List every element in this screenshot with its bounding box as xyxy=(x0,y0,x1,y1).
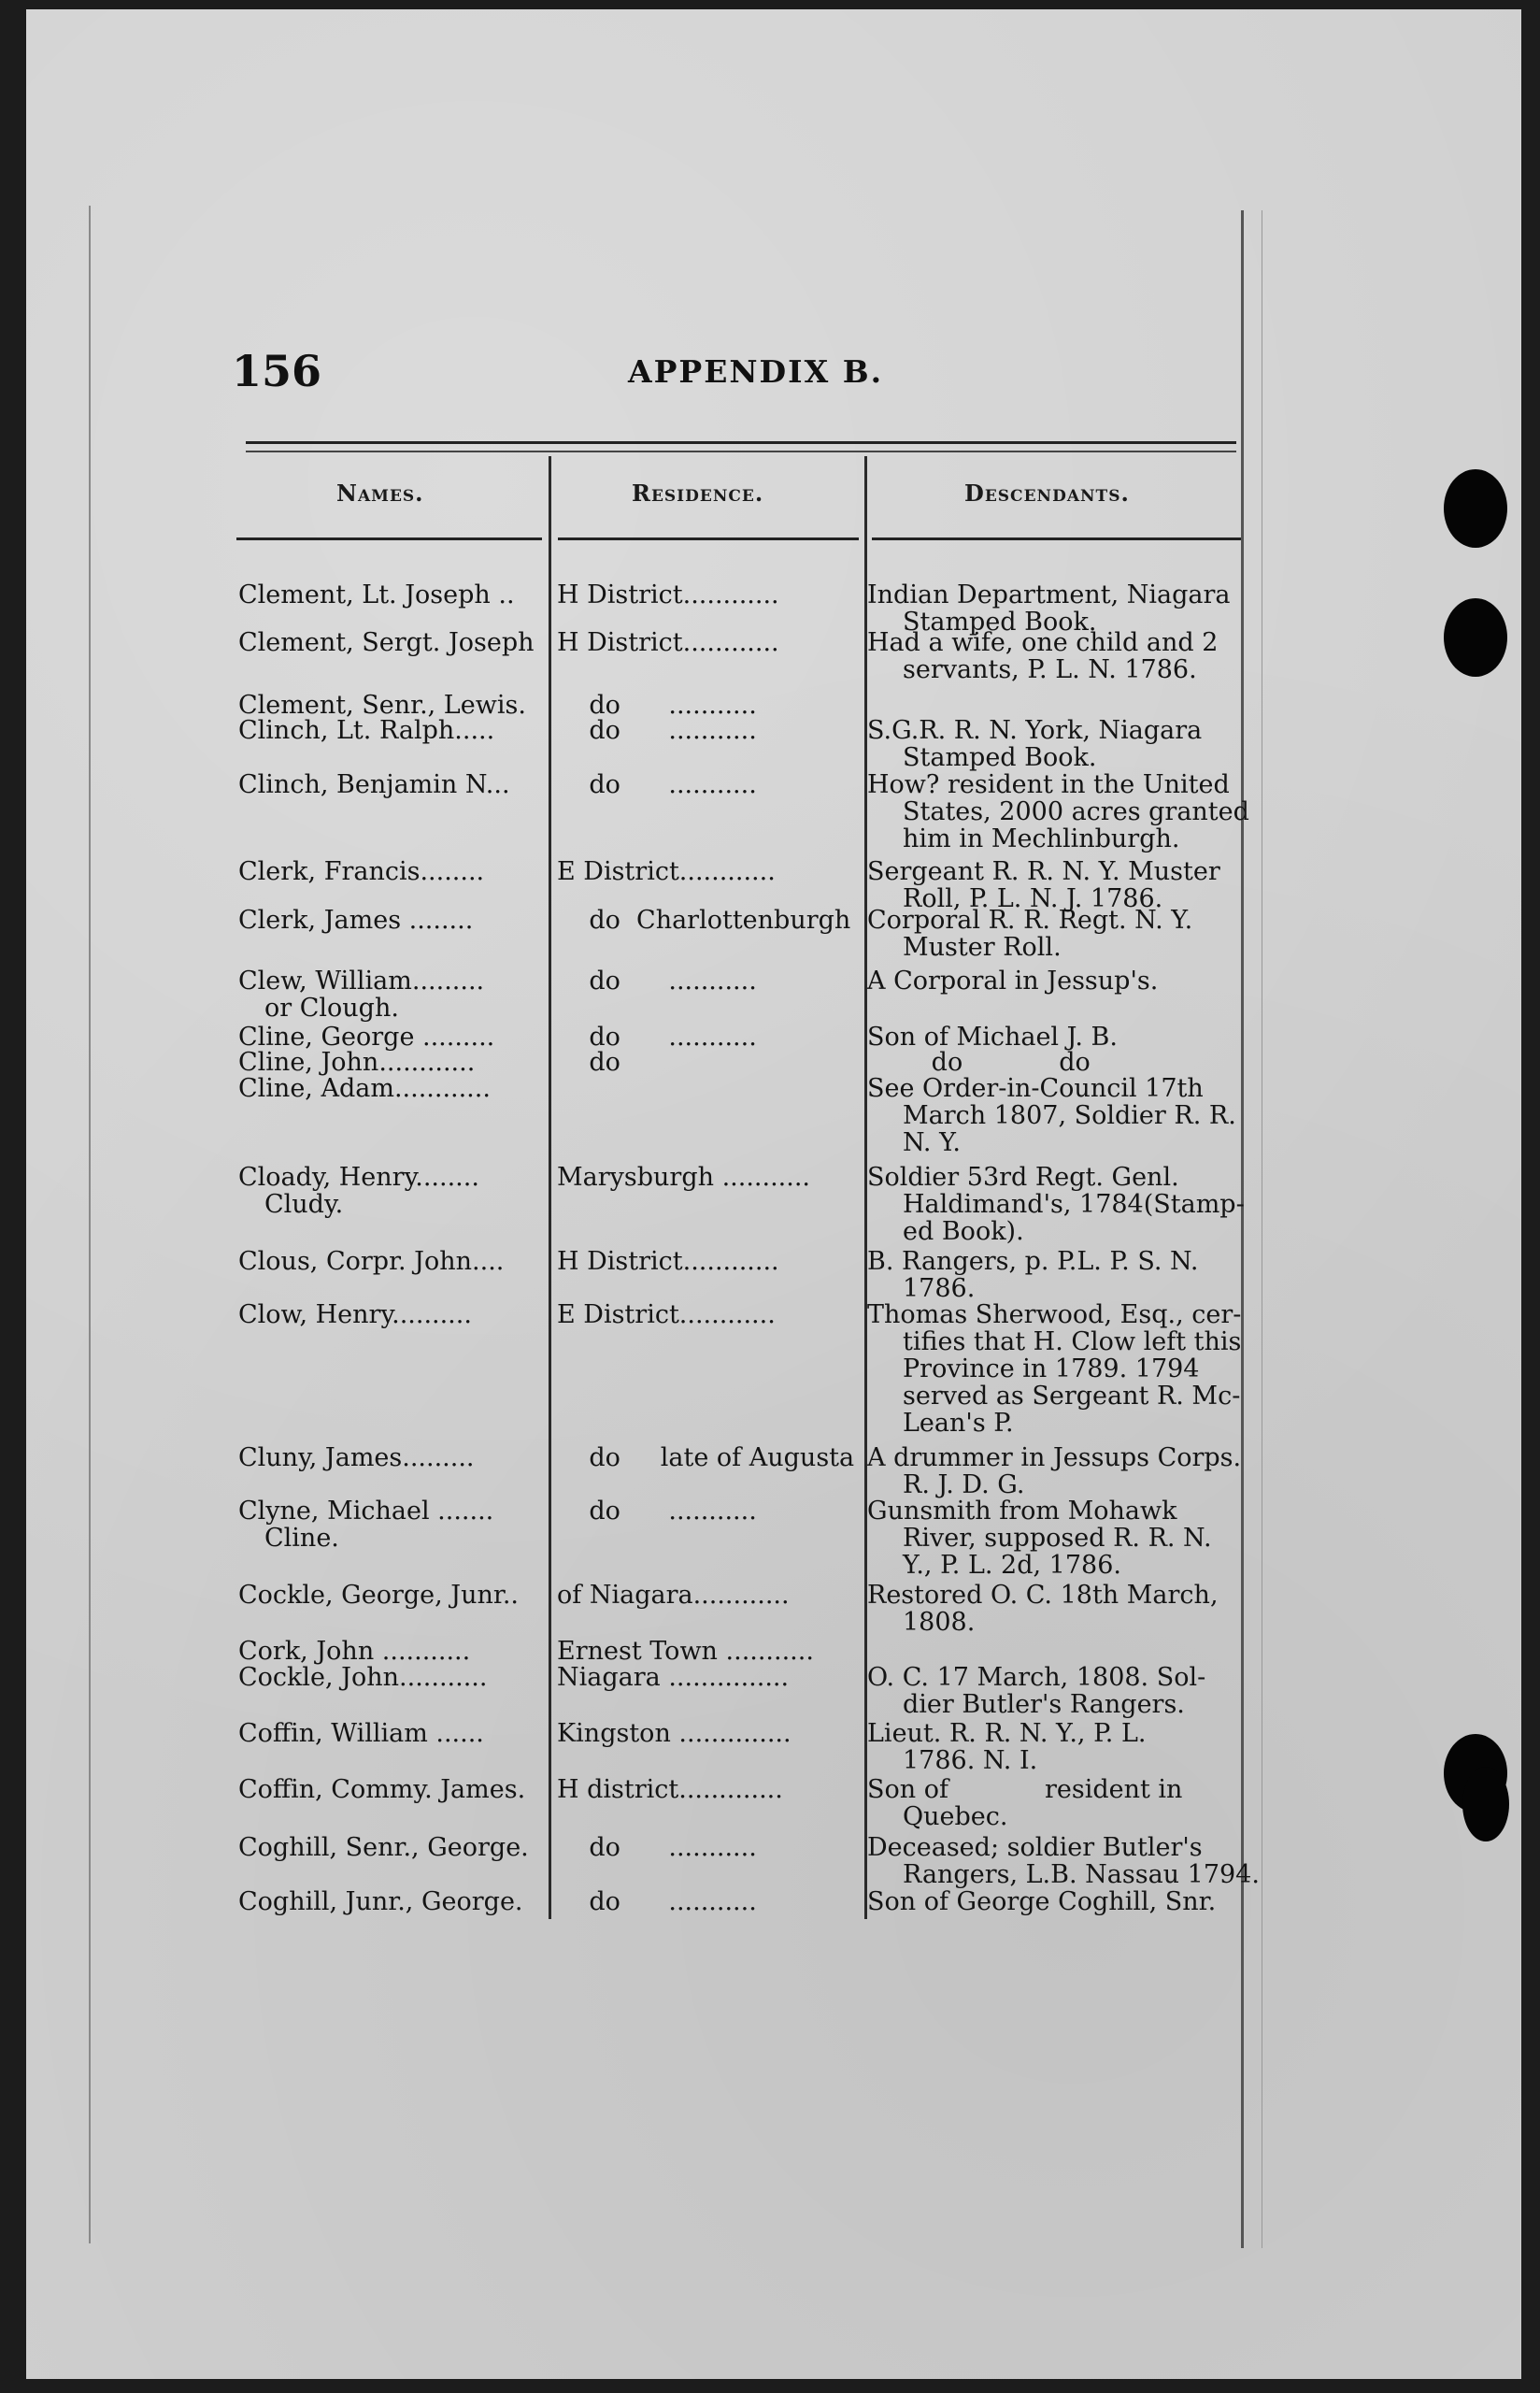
punch-hole xyxy=(1444,598,1507,677)
descendants-line: ed Book). xyxy=(903,1217,1024,1246)
descendants-line: Thomas Sherwood, Esq., cer- xyxy=(867,1300,1242,1329)
descendants-line: 1808. xyxy=(903,1608,976,1637)
entry-name: Cork, John ........... xyxy=(238,1637,471,1666)
descendants-line: Rangers, L.B. Nassau 1794. xyxy=(903,1860,1260,1889)
entry-descendants xyxy=(867,858,1246,912)
entry-alternate-name: Cline. xyxy=(264,1524,339,1553)
descendants-line: him in Mechlinburgh. xyxy=(903,824,1180,853)
entry-descendants xyxy=(867,1075,1246,1156)
entry-residence: of Niagara............ xyxy=(557,1581,790,1610)
column-header-rule xyxy=(558,537,859,540)
entry-name: Clement, Senr., Lewis. xyxy=(238,691,526,720)
column-divider xyxy=(549,456,551,1919)
entry-descendants xyxy=(867,1049,1246,1076)
descendants-line: Deceased; soldier Butler's xyxy=(867,1833,1203,1862)
header-rule xyxy=(246,441,1236,444)
entry-name: Clinch, Benjamin N... xyxy=(238,770,510,799)
descendants-line: Indian Department, Niagara xyxy=(867,580,1231,609)
descendants-line: River, supposed R. R. N. xyxy=(903,1524,1212,1553)
page-edge-left xyxy=(89,206,91,2243)
descendants-line: O. C. 17 March, 1808. Sol- xyxy=(867,1663,1206,1692)
entry-descendants xyxy=(867,1497,1246,1579)
entry-name: Clyne, Michael ....... xyxy=(238,1497,494,1526)
descendants-line: 1786. N. I. xyxy=(903,1746,1038,1775)
entry-descendants xyxy=(867,770,1249,853)
descendants-line: do do xyxy=(867,1048,1091,1077)
entry-residence: do ........... xyxy=(557,1023,757,1052)
entry-residence: H District............ xyxy=(557,580,779,609)
column-header-names: Names. xyxy=(336,480,424,507)
entry-residence: do ........... xyxy=(557,1887,757,1916)
entry-alternate-name: or Clough. xyxy=(264,994,399,1023)
descendants-line: A drummer in Jessups Corps. xyxy=(867,1443,1242,1472)
entry-residence: do ........... xyxy=(557,716,757,745)
column-header-rule xyxy=(872,537,1241,540)
descendants-line: How? resident in the United xyxy=(867,770,1230,799)
entry-residence: Kingston .............. xyxy=(557,1719,791,1748)
descendants-line: Lean's P. xyxy=(903,1409,1014,1438)
entry-residence: Ernest Town ........... xyxy=(557,1637,814,1666)
entry-descendants xyxy=(867,1888,1246,1915)
descendants-line: Province in 1789. 1794 xyxy=(903,1354,1200,1383)
header-rule xyxy=(246,451,1236,452)
descendants-line: A Corporal in Jessup's. xyxy=(867,967,1159,996)
entry-residence: E District............ xyxy=(557,1300,776,1329)
entry-residence: H District............ xyxy=(557,1247,779,1276)
descendants-line: Quebec. xyxy=(903,1802,1008,1831)
entry-residence: H District............ xyxy=(557,628,779,657)
entry-name: Clerk, Francis........ xyxy=(238,857,485,886)
descendants-line: Muster Roll. xyxy=(903,933,1062,962)
entry-residence: do ........... xyxy=(557,1833,757,1862)
punch-hole xyxy=(1444,469,1507,548)
entry-name: Cloady, Henry........ xyxy=(238,1163,479,1192)
descendants-line: Soldier 53rd Regt. Genl. xyxy=(867,1163,1179,1192)
entry-descendants xyxy=(867,967,1246,995)
entry-residence: do ........... xyxy=(557,770,757,799)
descendants-line: Haldimand's, 1784(Stamp- xyxy=(903,1190,1245,1219)
entry-name: Clinch, Lt. Ralph..... xyxy=(238,716,495,745)
descendants-line: 1786. xyxy=(903,1274,976,1303)
entry-descendants xyxy=(867,629,1246,683)
descendants-line: dier Butler's Rangers. xyxy=(903,1690,1185,1719)
descendants-line: Stamped Book. xyxy=(903,608,1097,637)
entry-residence: Marysburgh ........... xyxy=(557,1163,811,1192)
descendants-line: B. Rangers, p. P.L. P. S. N. xyxy=(867,1247,1199,1276)
entry-name: Clew, William......... xyxy=(238,967,485,996)
entry-descendants xyxy=(867,1444,1246,1498)
descendants-line: Restored O. C. 18th March, xyxy=(867,1581,1219,1610)
descendants-line: Son of Michael J. B. xyxy=(867,1023,1118,1052)
entry-descendants xyxy=(867,1164,1246,1245)
descendants-line: States, 2000 acres granted xyxy=(903,797,1249,826)
entry-descendants xyxy=(867,1833,1260,1889)
descendants-line: See Order-in-Council 17th xyxy=(867,1074,1204,1103)
entry-residence: do Charlottenburgh xyxy=(557,906,851,935)
entry-descendants xyxy=(867,1582,1246,1636)
descendants-line: Y., P. L. 2d, 1786. xyxy=(903,1551,1121,1580)
running-head: APPENDIX B. xyxy=(628,353,884,390)
descendants-line: Gunsmith from Mohawk xyxy=(867,1497,1177,1526)
entry-name: Clerk, James ........ xyxy=(238,906,474,935)
entry-name: Cline, John............ xyxy=(238,1048,476,1077)
entry-name: Cluny, James......... xyxy=(238,1443,475,1472)
descendants-line: Corporal R. R. Regt. N. Y. xyxy=(867,906,1193,935)
entry-descendants xyxy=(867,1024,1246,1051)
entry-descendants xyxy=(867,1248,1246,1302)
entry-name: Clous, Corpr. John.... xyxy=(238,1247,505,1276)
entry-name: Coghill, Junr., George. xyxy=(238,1887,523,1916)
entry-descendants xyxy=(867,1301,1246,1437)
descendants-line: Had a wife, one child and 2 xyxy=(867,628,1219,657)
entry-name: Clement, Sergt. Joseph xyxy=(238,628,535,657)
descendants-line: served as Sergeant R. Mc- xyxy=(903,1382,1241,1411)
descendants-line: Roll, P. L. N. J. 1786. xyxy=(903,884,1163,913)
column-header-rule xyxy=(236,537,542,540)
entry-residence: do ........... xyxy=(557,1497,757,1526)
entry-residence: do xyxy=(557,1048,620,1077)
descendants-line: Son of George Coghill, Snr. xyxy=(867,1887,1217,1916)
entry-residence: E District............ xyxy=(557,857,776,886)
entry-name: Coghill, Senr., George. xyxy=(238,1833,529,1862)
entry-residence: Niagara ............... xyxy=(557,1663,790,1692)
column-header-descendants: Descendants. xyxy=(964,480,1130,507)
entry-name: Clement, Lt. Joseph .. xyxy=(238,580,515,609)
descendants-line: tifies that H. Clow left this xyxy=(903,1327,1242,1356)
entry-residence: H district............. xyxy=(557,1775,783,1804)
punch-hole xyxy=(1462,1767,1509,1841)
entry-name: Cockle, George, Junr.. xyxy=(238,1581,520,1610)
descendants-line: R. J. D. G. xyxy=(903,1470,1025,1499)
entry-descendants xyxy=(867,717,1246,771)
entry-descendants xyxy=(867,1720,1246,1774)
descendants-line: Sergeant R. R. N. Y. Muster xyxy=(867,857,1220,886)
entry-name: Clow, Henry.......... xyxy=(238,1300,472,1329)
descendants-line: Stamped Book. xyxy=(903,743,1097,772)
descendants-line: March 1807, Soldier R. R. xyxy=(903,1101,1236,1130)
entry-residence: do ........... xyxy=(557,967,757,996)
entry-residence: do late of Augusta xyxy=(557,1443,855,1472)
descendants-line: S.G.R. R. N. York, Niagara xyxy=(867,716,1203,745)
entry-descendants xyxy=(867,1776,1246,1830)
entry-alternate-name: Cludy. xyxy=(264,1190,344,1219)
entry-name: Cockle, John........... xyxy=(238,1663,488,1692)
column-header-residence: Residence. xyxy=(632,480,764,507)
descendants-line: Lieut. R. R. N. Y., P. L. xyxy=(867,1719,1147,1748)
entry-name: Cline, Adam............ xyxy=(238,1074,491,1103)
entry-name: Coffin, Commy. James. xyxy=(238,1775,526,1804)
entry-descendants xyxy=(867,907,1246,961)
entry-name: Cline, George ......... xyxy=(238,1023,495,1052)
entry-name: Coffin, William ...... xyxy=(238,1719,484,1748)
descendants-line: N. Y. xyxy=(903,1128,961,1157)
entry-residence: do ........... xyxy=(557,691,757,720)
page-number: 156 xyxy=(232,346,322,396)
entry-descendants xyxy=(867,1664,1246,1718)
descendants-line: servants, P. L. N. 1786. xyxy=(903,655,1197,684)
descendants-line: Son of resident in xyxy=(867,1775,1183,1804)
